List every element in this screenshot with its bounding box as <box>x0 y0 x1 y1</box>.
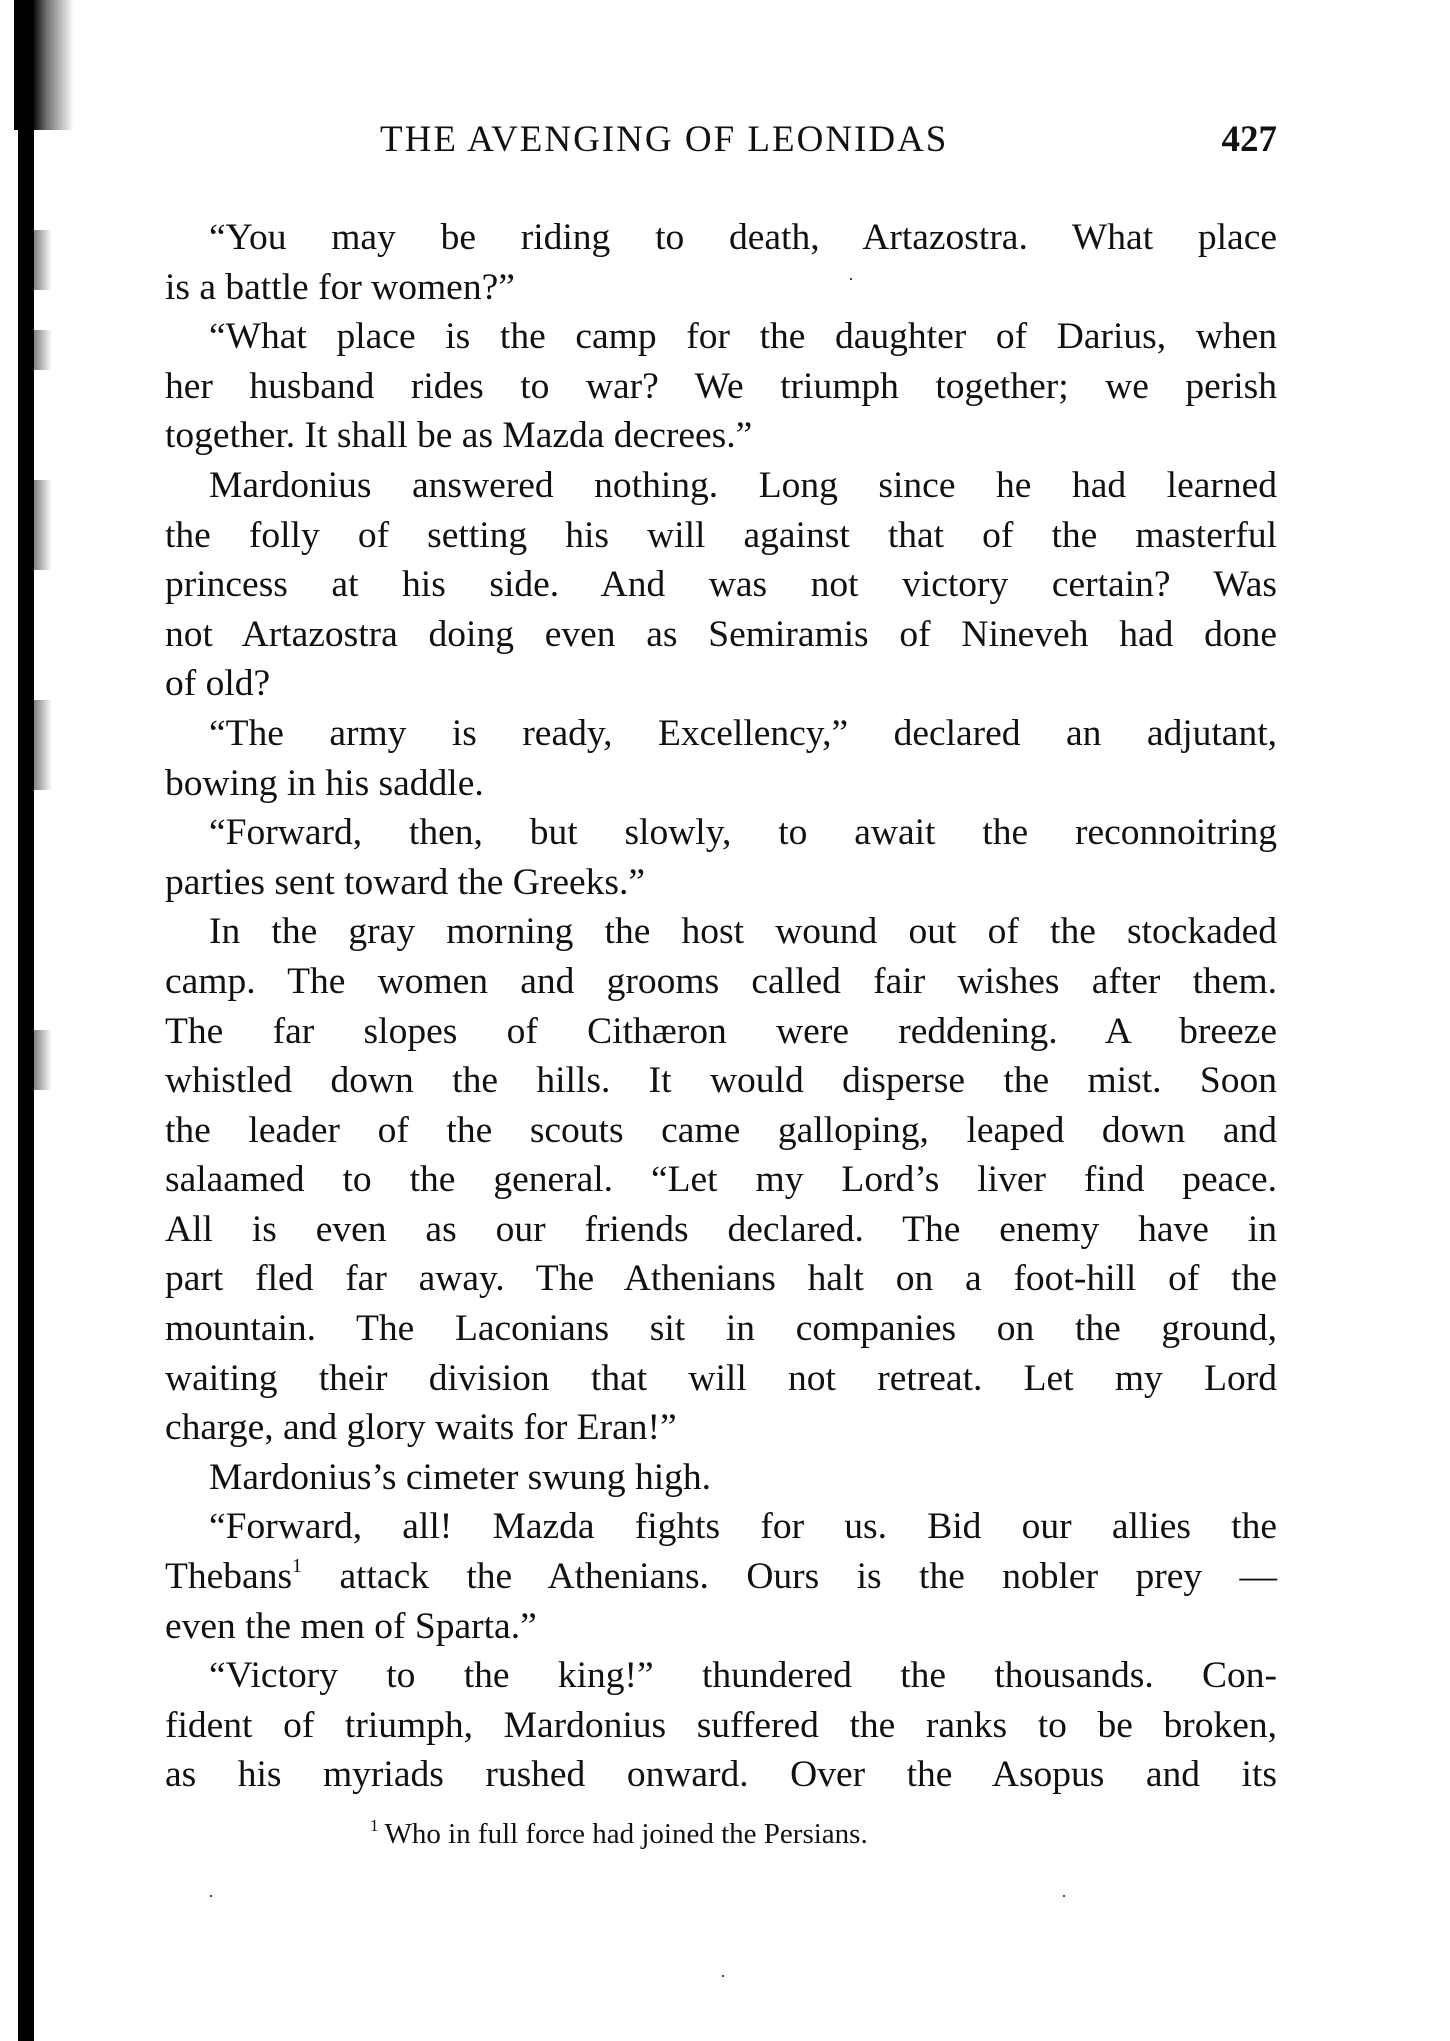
text-line: mountain. The Laconians sit in companies on the ground, <box>165 1308 1277 1350</box>
text-line: even the men of Sparta.” <box>165 1605 537 1647</box>
footnote <box>370 1818 868 1851</box>
text-line: together. It shall be as Mazda decrees.” <box>165 415 753 457</box>
text-line: “Victory to the king!” thundered the thousands. Con- <box>209 1655 1277 1697</box>
text-line: as his myriads rushed onward. Over the Asopus and its <box>165 1754 1277 1796</box>
scan-speckle <box>30 1030 52 1090</box>
footnote-reference[interactable]: 1 <box>292 1555 303 1578</box>
text-line: “The army is ready, Excellency,” declared an adjutant, <box>209 712 1277 754</box>
line-text: Thebans <box>165 1556 293 1598</box>
scan-dust <box>850 278 852 280</box>
text-line: not Artazostra doing even as Semiramis of Nineveh had done <box>165 613 1277 655</box>
scan-speckle <box>30 230 52 290</box>
running-head <box>165 118 1277 168</box>
line-text: attack the Athenians. Ours is the nobler prey — <box>302 1556 1277 1598</box>
text-line: bowing in his saddle. <box>165 762 484 804</box>
text-line: “You may be riding to death, Artazostra. What place <box>209 217 1277 258</box>
running-title: THE AVENGING OF LEONIDAS <box>380 119 949 160</box>
text-line: the folly of setting his will against that of the masterful <box>165 514 1277 556</box>
text-line: charge, and glory waits for Eran!” <box>165 1407 677 1449</box>
page-number: 427 <box>1221 119 1277 160</box>
body-text <box>165 213 1277 1800</box>
text-line: “Forward, then, but slowly, to await the reconnoitring <box>209 812 1277 854</box>
text-line: the leader of the scouts came galloping, leaped down and <box>165 1109 1277 1151</box>
text-line: waiting their division that will not retreat. Let my Lord <box>165 1357 1277 1399</box>
text-line: Mardonius’s cimeter swung high. <box>209 1456 712 1498</box>
text-line: “What place is the camp for the daughter of Darius, when <box>209 316 1277 358</box>
footnote-text: Who in full force had joined the Persians. <box>384 1818 868 1850</box>
text-line: her husband rides to war? We triumph together; we perish <box>165 365 1277 407</box>
text-line: Mardonius answered nothing. Long since he had learned <box>209 464 1277 506</box>
book-binding-edge <box>18 0 34 2041</box>
footnote-mark: 1 <box>370 1816 379 1835</box>
text-line: All is even as our friends declared. The enemy have in <box>165 1208 1277 1250</box>
text-line: parties sent toward the Greeks.” <box>165 861 646 903</box>
text-line: fident of triumph, Mardonius suffered the ranks to be broken, <box>165 1704 1277 1746</box>
text-line: camp. The women and grooms called fair wishes after them. <box>165 960 1277 1002</box>
scan-dust <box>1063 1895 1065 1897</box>
text-line: The far slopes of Cithæron were reddening. A breeze <box>165 1010 1277 1052</box>
scan-dust <box>722 1975 724 1977</box>
text-line: princess at his side. And was not victory certain? Was <box>165 564 1277 606</box>
scan-shadow <box>14 0 74 130</box>
text-line: In the gray morning the host wound out of the stockaded <box>209 911 1277 953</box>
text-line: of old? <box>165 663 271 705</box>
text-line: part fled far away. The Athenians halt on a foot-hill of the <box>165 1258 1277 1300</box>
text-line: is a battle for women?” <box>165 266 515 308</box>
scan-speckle <box>30 700 52 790</box>
text-line: salaamed to the general. “Let my Lord’s liver find peace. <box>165 1159 1277 1201</box>
scan-speckle <box>30 330 52 370</box>
scan-speckle <box>30 480 52 570</box>
text-line: whistled down the hills. It would disperse the mist. Soon <box>165 1060 1277 1102</box>
text-line <box>165 1552 1277 1602</box>
scan-dust <box>210 1895 212 1897</box>
text-line: “Forward, all! Mazda fights for us. Bid our allies the <box>209 1506 1277 1548</box>
